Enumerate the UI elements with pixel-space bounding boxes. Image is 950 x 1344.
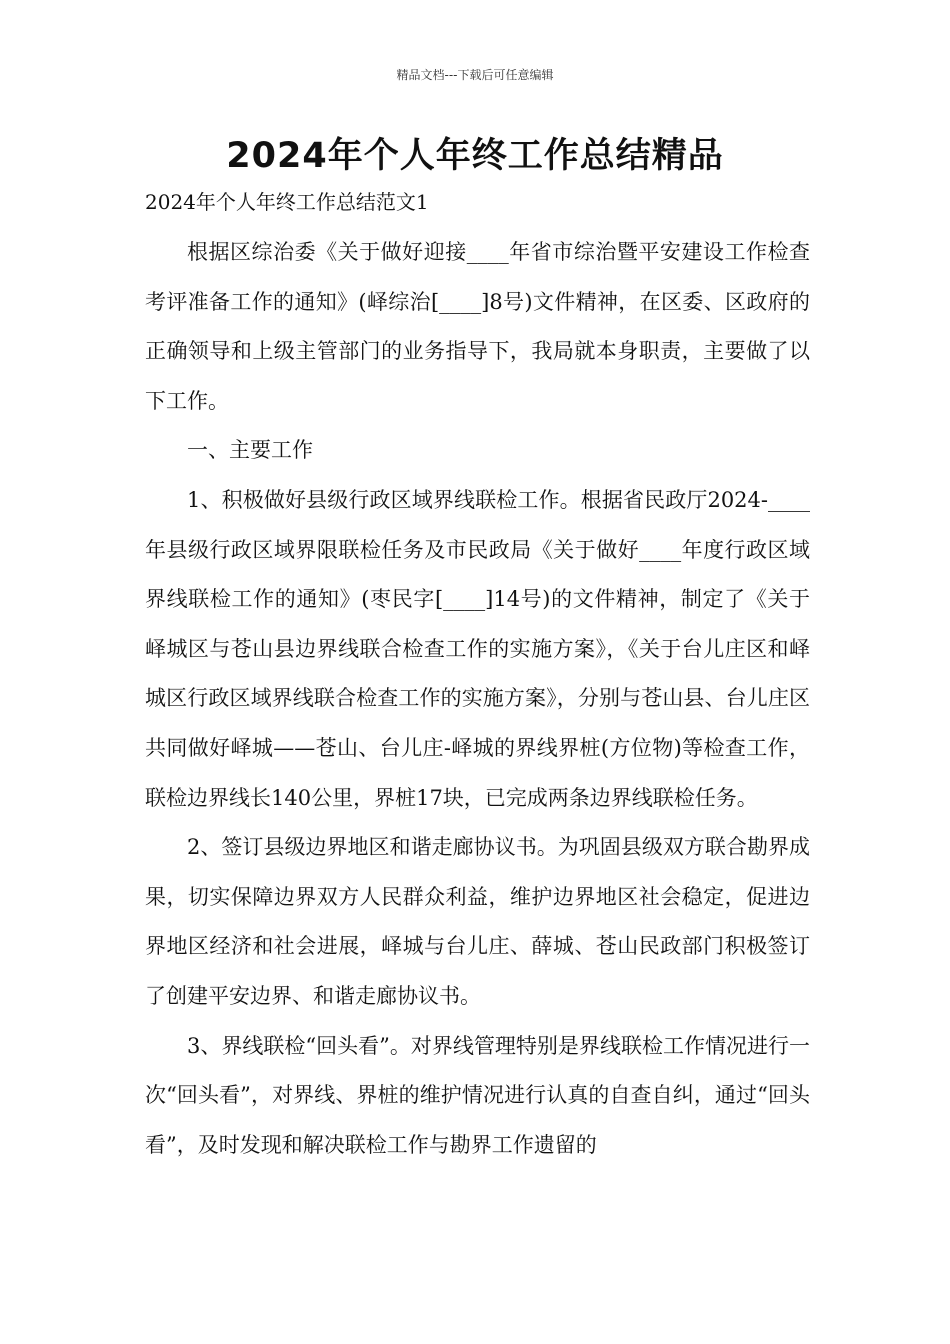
paragraph-intro: 根据区综治委《关于做好迎接____年省市综治暨平安建设工作检查考评准备工作的通知》(峄综治[____]8号)文件精神，在区委、区政府的正确领导和上级主管部门的业务指导下，我局就本身职责，主要做了以下工作。 (145, 240, 810, 413)
document-body (145, 228, 810, 1170)
paragraph-section-heading: 一、主要工作 (187, 438, 313, 463)
header-note: 精品文档---下载后可任意编辑 (396, 68, 554, 82)
paragraph-item-1: 1、积极做好县级行政区域界线联检工作。根据省民政厅2024-____年县级行政区域界限联检任务及市民政局《关于做好____年度行政区域界线联检工作的通知》(枣民字[____]14号)的文件精神，制定了《关于峄城区与苍山县边界线联合检查工作的实施方案》，《关于台儿庄区和峄城区行政区域界线联合检查工作的实施方案》，分别与苍山县、台儿庄区共同做好峄城——苍山、台儿庄-峄城的界线界桩(方位物)等检查工作，联检边界线长140公里，界桩17块，已完成两条边界线联检任务。 (145, 487, 810, 810)
paragraph-item-2: 2、签订县级边界地区和谐走廊协议书。为巩固县级双方联合勘界成果，切实保障边界双方人民群众利益，维护边界地区社会稳定，促进边界地区经济和社会进展，峄城与台儿庄、薛城、苍山民政部门积极签订了创建平安边界、和谐走廊协议书。 (145, 835, 810, 1008)
paragraph-item-3: 3、界线联检“回头看”。对界线管理特别是界线联检工作情况进行一次“回头看”，对界线、界桩的维护情况进行认真的自查自纠，通过“回头看”，及时发现和解决联检工作与勘界工作遗留的 (145, 1033, 810, 1157)
document-subtitle: 2024年个人年终工作总结范文1 (145, 190, 429, 214)
document-title: 2024年个人年终工作总结精品 (226, 136, 724, 176)
